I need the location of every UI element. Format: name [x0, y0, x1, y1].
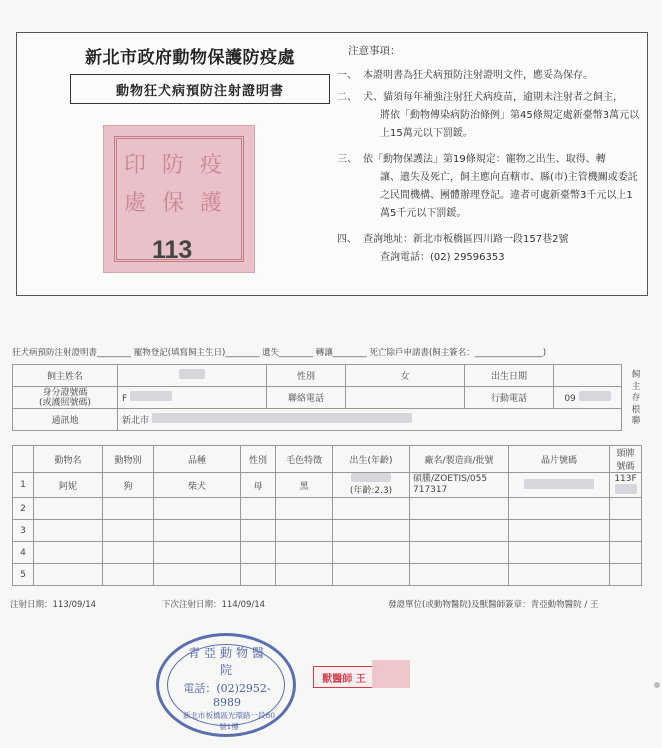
note-text: 依「動物保護法」第19條規定：寵物之出生、取得、轉	[363, 154, 606, 165]
seal-glyph: 保	[162, 191, 185, 216]
notes-title: 注意事項：	[348, 45, 401, 57]
note-number: 一、	[337, 70, 357, 81]
column-header: 毛色特徵	[276, 446, 333, 473]
column-header	[13, 446, 34, 473]
owner-name-label: 飼主姓名	[13, 365, 118, 387]
row-number: 2	[13, 498, 34, 520]
redacted-block	[179, 369, 205, 379]
address-prefix: 新北市	[122, 416, 150, 426]
seal-glyph: 護	[200, 191, 223, 216]
column-header: 出生(年齡)	[333, 446, 410, 473]
note-text: 本證明書為狂犬病預防注射證明文件，應妥為保存。	[363, 70, 593, 81]
certificate-header-box	[16, 32, 648, 296]
tag-prefix: 113F	[614, 473, 637, 484]
animal-species: 狗	[103, 473, 154, 498]
clinic-stamp-phone: 電話：(02)2952-8989	[183, 682, 271, 709]
id-number-value	[118, 387, 267, 409]
id-label-line: (或護照號碼)	[38, 397, 92, 408]
id-number-prefix: F	[122, 394, 128, 404]
table-row	[13, 564, 642, 586]
column-header: 品種	[154, 446, 241, 473]
owner-info-table	[12, 364, 622, 431]
redacted-block	[579, 391, 611, 401]
redacted-block	[130, 391, 172, 401]
next-injection-date: 下次注射日期：114/09/14	[162, 600, 266, 610]
note-text: 上15萬元以下罰鍰。	[380, 128, 473, 139]
animal-info-table	[12, 445, 642, 586]
clinic-stamp-name: 青亞動物醫院	[187, 646, 268, 677]
registration-options-line: 狂犬病預防注射證明書________ 寵物登記(填寫飼主生日)________ 遺失________ 轉讓________ 死亡除戶申請書(飼主簽名：________________)	[12, 348, 547, 358]
gender-label: 性別	[267, 365, 346, 387]
redacted-block	[372, 660, 410, 688]
phone-label: 聯絡電話	[267, 387, 346, 409]
table-row	[13, 473, 642, 498]
binder-hole	[654, 682, 660, 688]
mobile-value	[554, 387, 622, 409]
redacted-block	[524, 479, 594, 489]
note-number: 四、	[337, 234, 357, 245]
seal-glyph: 防	[162, 153, 185, 178]
note-number: 三、	[337, 154, 357, 165]
chip-number	[509, 473, 610, 498]
column-header: 性別	[241, 446, 276, 473]
animal-name: 阿妮	[34, 473, 103, 498]
column-header: 頸牌號碼	[610, 446, 642, 473]
vaccine-line: 碩騰/ZOETIS/055	[413, 474, 488, 484]
note-text: 將依「動物傳染病防治條例」第45條規定處新臺幣3萬元以	[380, 110, 640, 121]
id-label-line: 身分證號碼	[42, 387, 88, 398]
column-header: 動物名	[34, 446, 103, 473]
note-text: 查詢電話：(02) 29596353	[380, 252, 505, 263]
phone-value	[346, 387, 465, 409]
clinic-stamp	[156, 633, 296, 737]
table-row	[13, 498, 642, 520]
owner-name-value	[118, 365, 267, 387]
seal-glyph: 印	[124, 153, 147, 178]
column-header: 晶片號碼	[509, 446, 610, 473]
vaccine-info	[410, 473, 509, 498]
column-header: 動物別	[103, 446, 154, 473]
birth-date-value	[554, 365, 622, 387]
address-value	[118, 409, 622, 431]
animal-color: 黑	[276, 473, 333, 498]
organization-title: 新北市政府動物保護防疫處	[85, 48, 295, 68]
animal-breed: 柴犬	[154, 473, 241, 498]
official-seal-image	[103, 125, 255, 273]
gender-value: 女	[346, 365, 465, 387]
animal-birth	[333, 473, 410, 498]
birth-date-label: 出生日期	[465, 365, 554, 387]
redacted-block	[615, 484, 637, 494]
vet-stamp: 獸醫師 王	[313, 666, 375, 688]
tag-number	[610, 473, 642, 498]
redacted-block	[351, 473, 391, 482]
id-number-label	[13, 387, 118, 409]
note-text: 萬5千元以下罰鍰。	[380, 208, 467, 219]
note-number: 二、	[337, 92, 357, 103]
row-number: 4	[13, 542, 34, 564]
vaccine-line: 717317	[413, 485, 448, 495]
note-text: 讓、遺失及死亡，飼主應向直轄市、縣(市)主管機關或委託	[380, 172, 638, 183]
note-text: 查詢地址：新北市板橋區四川路一段157巷2號	[363, 234, 569, 245]
clinic-stamp-address: 新北市板橋區光環路一段80號1樓	[182, 711, 276, 731]
row-number: 1	[13, 473, 34, 498]
note-text: 之民間機構、團體辦理登記。違者可處新臺幣3千元以上1	[380, 190, 633, 201]
table-header-row	[13, 446, 642, 473]
injection-date: 注射日期：113/09/14	[10, 600, 97, 610]
animal-age: (年齡:2.3)	[349, 486, 393, 496]
note-text: 犬、貓須每年補強注射狂犬病疫苗，逾期未注射者之飼主，	[363, 92, 623, 103]
redacted-block	[152, 413, 412, 423]
seal-number: 113	[152, 236, 193, 264]
mobile-label: 行動電話	[465, 387, 554, 409]
issuer-info: 發證單位(或動物醫院)及獸醫師簽章：青亞動物醫院 / 王	[388, 600, 599, 610]
column-header: 廠名/製造商/批號	[410, 446, 509, 473]
table-row	[13, 542, 642, 564]
row-number: 5	[13, 564, 34, 586]
address-label: 通訊地	[13, 409, 118, 431]
stub-side-label: 飼主存根聯	[631, 370, 641, 426]
certificate-title: 動物狂犬病預防注射證明書	[70, 74, 330, 104]
row-number: 3	[13, 520, 34, 542]
animal-sex: 母	[241, 473, 276, 498]
seal-glyph: 疫	[200, 153, 223, 178]
seal-glyph: 處	[124, 191, 147, 216]
mobile-prefix: 09	[564, 394, 576, 404]
table-row	[13, 520, 642, 542]
